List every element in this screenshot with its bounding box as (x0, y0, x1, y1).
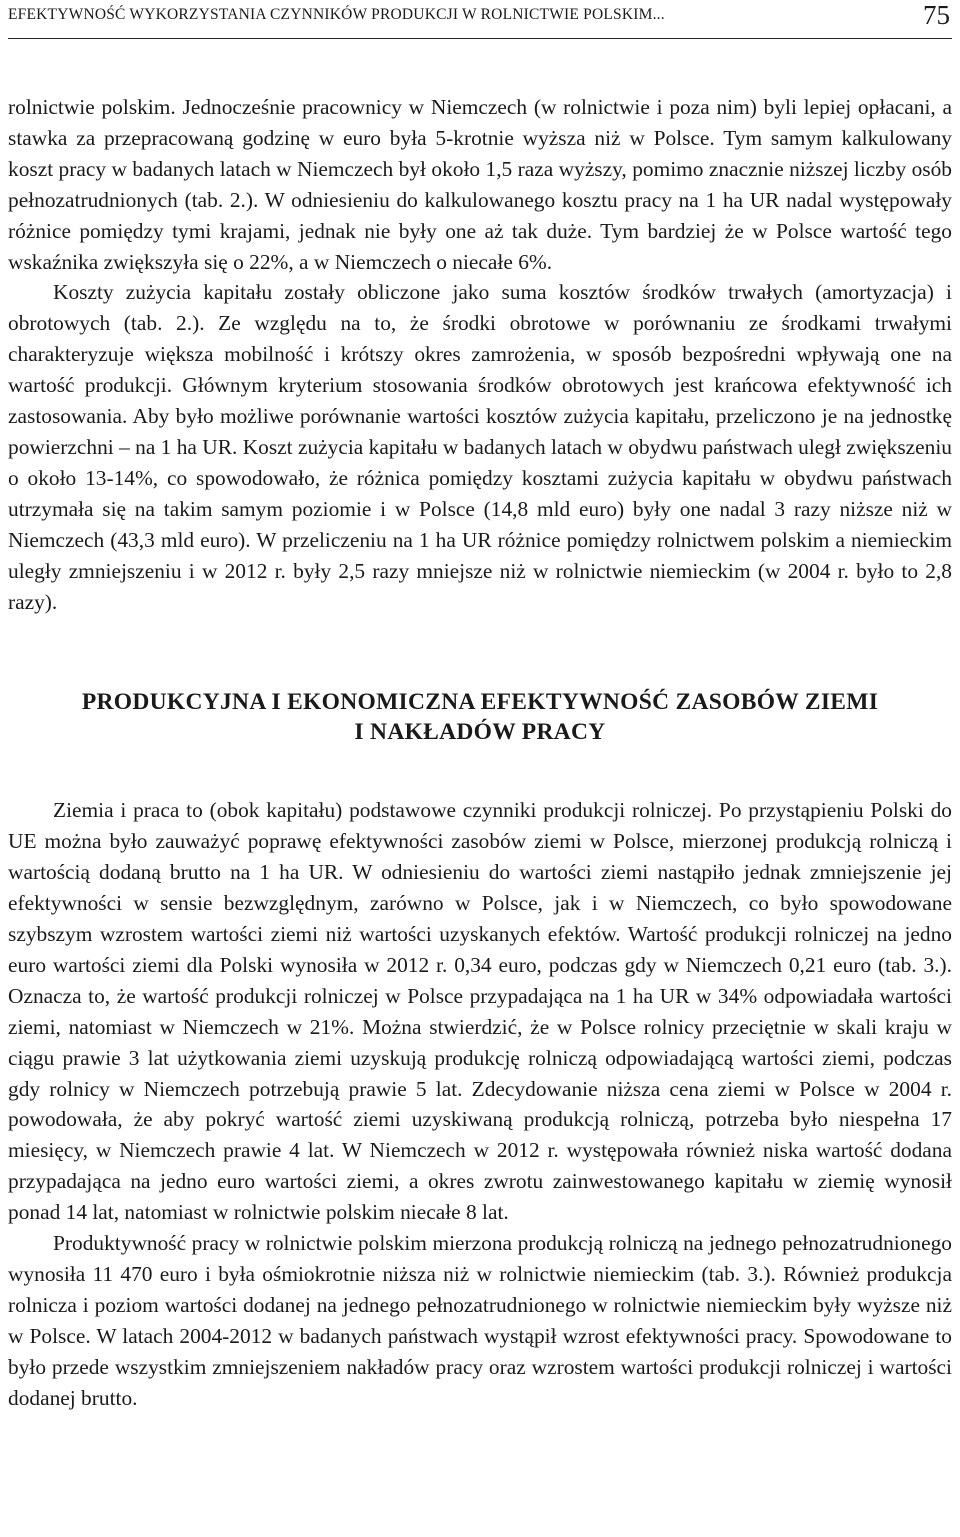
paragraph-land-efficiency: Ziemia i praca to (obok kapitału) podstawowe czynniki produkcji rolniczej. Po przystąpieniu Polski do UE można było zauważyć poprawę efektywności zasobów ziemi w Polsce, mierzonej produkcją rolniczą i wartością dodaną brutto na 1 ha UR. W odniesieniu do wartości ziemi nastąpiło jednak zmniejszenie jej efektywności w sensie bezwzględnym, zarówno w Polsce, jak i w Niemczech, co było spowodowane szybszym wzrostem wartości ziemi niż wartości uzyskanych efektów. Wartość produkcji rolniczej na jedno euro wartości ziemi dla Polski wynosiła w 2012 r. 0,34 euro, podczas gdy w Niemczech 0,21 euro (tab. 3.). Oznacza to, że wartość produkcji rolniczej w Polsce przypadająca na 1 ha UR w 34% odpowiadała wartości ziemi, natomiast w Niemczech w 21%. Można stwierdzić, że w Polsce rolnicy przeciętnie w skali kraju w ciągu prawie 3 lat użytkowania ziemi uzyskują produkcję rolniczą odpowiadającą wartości ziemi, podczas gdy rolnicy w Niemczech potrzebują prawie 5 lat. Zdecydowanie niższa cena ziemi w Polsce w 2004 r. powodowała, że aby pokryć wartość ziemi uzyskiwaną produkcją rolniczą, potrzeba było niespełna 17 miesięcy, w Niemczech prawie 4 lat. W Niemczech w 2012 r. występowała również niska wartość dodana przypadająca na jedno euro wartości ziemi, a okres zwrotu zainwestowanego kapitału w ziemię wynosił ponad 14 lat, natomiast w rolnictwie polskim niecałe 8 lat. (8, 798, 952, 1225)
paragraph-labour-productivity: Produktywność pracy w rolnictwie polskim mierzona produkcją rolniczą na jednego pełnozatrudnionego wynosiła 11 470 euro i była ośmiokrotnie niższa niż w rolnictwie niemieckim (tab. 3.). Również produkcja rolnicza i poziom wartości dodanej na jednego pełnozatrudnionego w rolnictwie niemieckim były wyższe niż w Polsce. W latach 2004-2012 w badanych państwach wystąpił wzrost efektywności pracy. Spowodowane to było przede wszystkim zmniejszeniem nakładów pracy oraz wzrostem wartości produkcji rolniczej i wartości dodanej brutto. (8, 1231, 952, 1410)
section-heading-line-1: PRODUKCYJNA I EKONOMICZNA EFEKTYWNOŚĆ ZASOBÓW ZIEMI (81, 689, 879, 716)
section-heading (8, 687, 952, 747)
running-header (8, 2, 952, 39)
paragraph-continuation: rolnictwie polskim. Jednocześnie pracownicy w Niemczech (w rolnictwie i poza nim) byli lepiej opłacani, a stawka za przepracowaną godzinę w euro była 5-krotnie wyższa niż w Polsce. Tym samym kalkulowany koszt pracy w badanych latach w Niemczech był około 1,5 raza wyższy, pomimo znacznie niższej liczby osób pełnozatrudnionych (tab. 2.). W odniesieniu do kalkulowanego kosztu pracy na 1 ha UR nadal występowały różnice pomiędzy tymi krajami, jednak nie były one aż tak duże. Tym bardziej że w Polsce wartość tego wskaźnika zwiększyła się o 22%, a w Niemczech o niecałe 6%. (8, 95, 952, 274)
running-title: EFEKTYWNOŚĆ WYKORZYSTANIA CZYNNIKÓW PRODUKCJI W ROLNICTWIE POLSKIM... (8, 6, 665, 23)
page-number: 75 (923, 0, 950, 30)
document-page (8, 0, 952, 1414)
section-heading-line-2: I NAKŁADÓW PRACY (354, 719, 606, 746)
body-text (8, 92, 952, 1414)
paragraph-capital-costs: Koszty zużycia kapitału zostały obliczone jako suma kosztów środków trwałych (amortyzacja) i obrotowych (tab. 2.). Ze względu na to, że środki obrotowe w porównaniu ze środkami trwałymi charakteryzuje większa mobilność i krótszy okres zamrożenia, w sposób bezpośredni wpływają one na wartość produkcji. Głównym kryterium stosowania środków obrotowych jest krańcowa efektywność ich zastosowania. Aby było możliwe porównanie wartości kosztów zużycia kapitału, przeliczono je na jednostkę powierzchni – na 1 ha UR. Koszt zużycia kapitału w badanych latach w obydwu państwach uległ zwiększeniu o około 13-14%, co spowodowało, że różnica pomiędzy kosztami zużycia kapitału w obydwu państwach utrzymała się na takim samym poziomie i w Polsce (14,8 mld euro) były one nadal 3 razy niższe niż w Niemczech (43,3 mld euro). W przeliczeniu na 1 ha UR różnice pomiędzy rolnictwem polskim a niemieckim uległy zmniejszeniu i w 2012 r. były 2,5 razy mniejsze niż w rolnictwie niemieckim (w 2004 r. było to 2,8 razy). (8, 280, 952, 614)
